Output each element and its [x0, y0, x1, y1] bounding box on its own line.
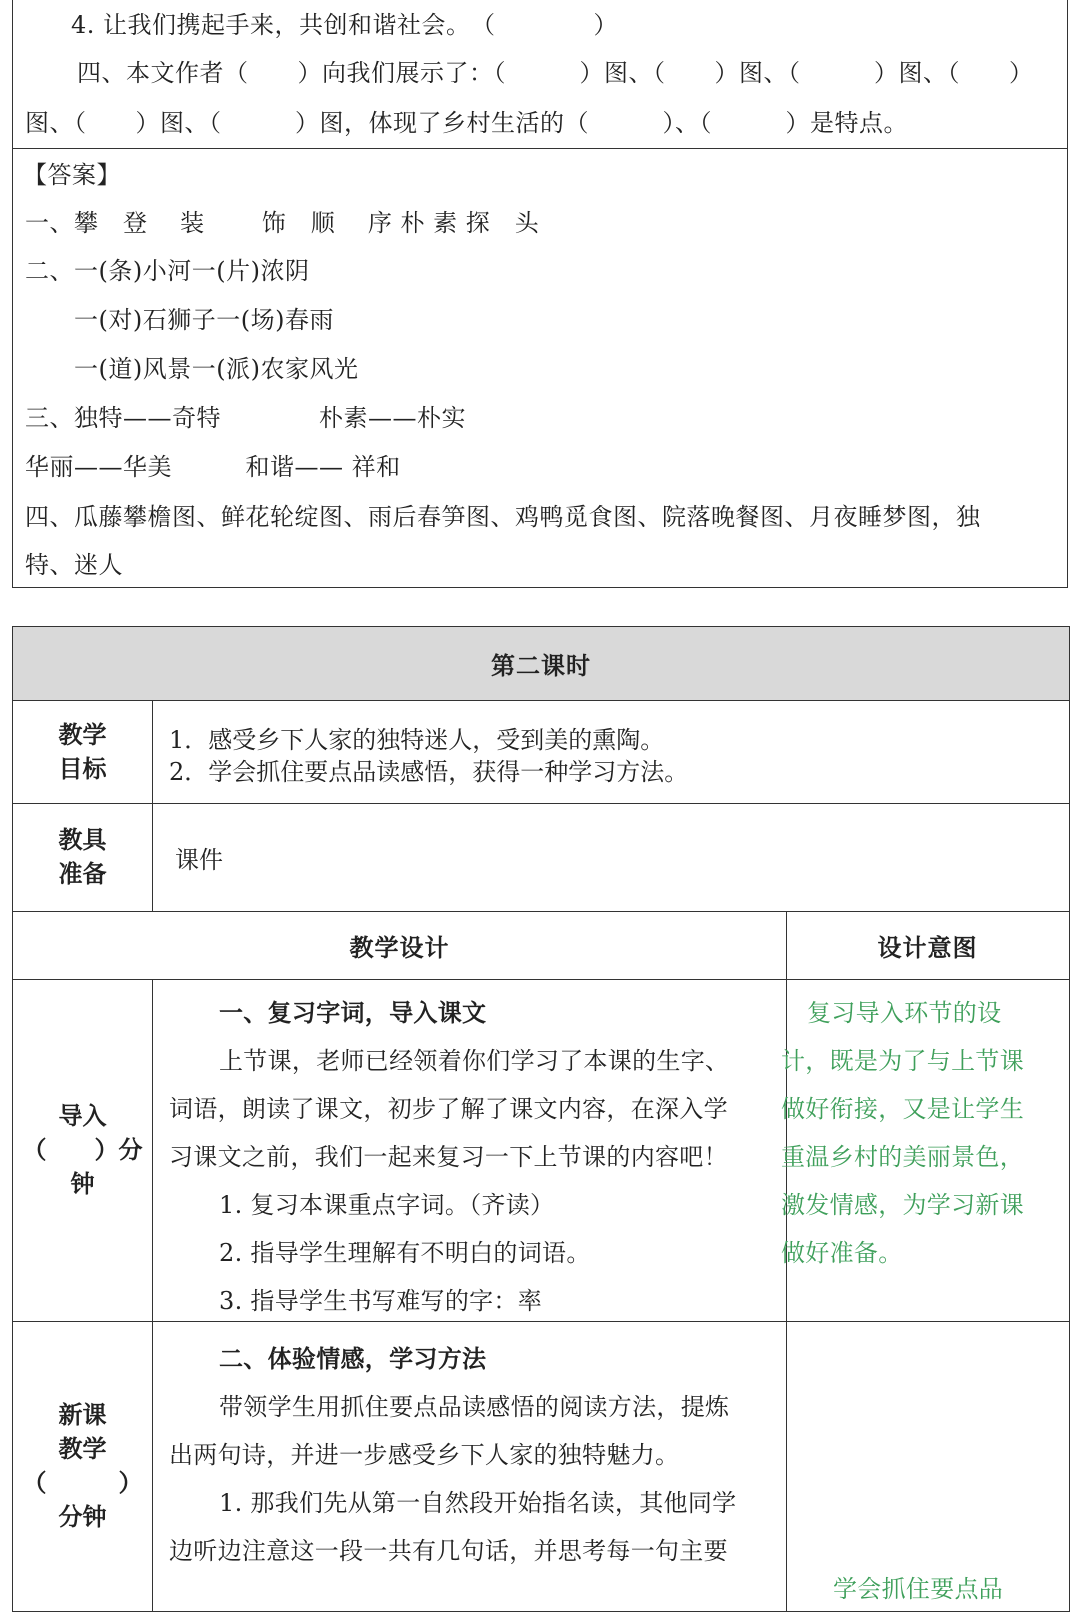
newlesson-heading: 二、体验情感，学习方法: [219, 1344, 487, 1373]
exercise-section4-line1: 四、本文作者（ ）向我们展示了：（ ）图、（ ）图、（ ）图、（ ）: [77, 59, 1034, 87]
tools-label: 教具 准备: [58, 825, 107, 888]
answer-line: 华丽——华美 和谐—— 祥和: [25, 453, 401, 481]
intro-intent-line: 做好准备。: [781, 1239, 903, 1267]
newlesson-label: 新课 教学 （ ） 分钟: [22, 1400, 143, 1531]
goal-item: 1．感受乡下人家的独特迷人，受到美的熏陶。: [169, 726, 665, 754]
answer-line: 四、瓜藤攀檐图、鲜花轮绽图、雨后春笋图、鸡鸭觅食图、院落晚餐图、月夜睡梦图，独: [25, 503, 981, 531]
newlesson-intent-line: 学会抓住要点品: [833, 1575, 1004, 1603]
goal-item: 2．学会抓住要点品读感悟，获得一种学习方法。: [169, 758, 689, 786]
intro-line: 2. 指导学生理解有不明白的词语。: [219, 1239, 591, 1267]
answers-heading: 【答案】: [23, 161, 121, 189]
intro-intent-line: 重温乡村的美丽景色，: [781, 1143, 1024, 1171]
intro-line: 上节课，老师已经领着你们学习了本课的生字、: [219, 1047, 730, 1075]
newlesson-line: 1. 那我们先从第一自然段开始指名读，其他同学: [219, 1489, 737, 1517]
intro-intent-line: 计，既是为了与上节课: [781, 1047, 1024, 1075]
answer-line: 一、攀 登 装 饰 顺 序 朴 素 探 头: [25, 209, 540, 237]
answer-line: 一(对)石狮子一(场)春雨: [25, 306, 334, 334]
intro-line: 习课文之前，我们一起来复习一下上节课的内容吧！: [169, 1143, 728, 1171]
intro-intent-line: 做好衔接，又是让学生: [781, 1095, 1024, 1123]
newlesson-line: 边听边注意这一段一共有几句话，并思考每一句主要: [169, 1537, 728, 1565]
col-divider: [152, 701, 153, 911]
answer-line: 特、迷人: [25, 551, 123, 579]
lesson-title: 第二课时: [491, 651, 591, 680]
answer-line: 一(道)风景一(派)农家风光: [25, 355, 359, 383]
design-header: 教学设计: [349, 932, 450, 962]
exercise-section4-line2: 图、（ ）图、（ ）图，体现了乡村生活的（ ）、（ ）是特点。: [25, 109, 908, 137]
intro-line: 3. 指导学生书写难写的字：率: [219, 1287, 543, 1315]
row-divider: [13, 803, 1069, 804]
tools-value: 课件: [175, 846, 223, 874]
col-divider: [152, 979, 153, 1611]
exercise-q4: 4. 让我们携起手来，共创和谐社会。 （ ）: [71, 11, 619, 39]
lesson-plan-table: [12, 626, 1070, 1612]
intro-line: 词语，朗读了课文，初步了解了课文内容，在深入学: [169, 1095, 728, 1123]
intro-line: 1. 复习本课重点字词。（齐读）: [219, 1191, 555, 1219]
goals-label: 教学 目标: [58, 720, 107, 783]
divider: [13, 148, 1067, 149]
intro-intent-line: 激发情感，为学习新课: [781, 1191, 1024, 1219]
intro-label: 导入 （ ）分 钟: [22, 1101, 143, 1198]
answer-line: 三、独特——奇特 朴素——朴实: [25, 404, 466, 432]
newlesson-line: 带领学生用抓住要点品读感悟的阅读方法，提炼: [219, 1393, 730, 1421]
answer-line: 二、一(条)小河一(片)浓阴: [25, 257, 310, 285]
intro-intent-line: 复习导入环节的设: [807, 999, 1002, 1027]
newlesson-line: 出两句诗，并进一步感受乡下人家的独特魅力。: [169, 1441, 680, 1469]
exercise-answer-box: [12, 0, 1068, 588]
row-divider: [13, 979, 1069, 980]
lesson-title-row: [13, 627, 1069, 701]
intro-heading: 一、复习字词，导入课文: [219, 998, 487, 1027]
intent-header: 设计意图: [877, 932, 978, 962]
